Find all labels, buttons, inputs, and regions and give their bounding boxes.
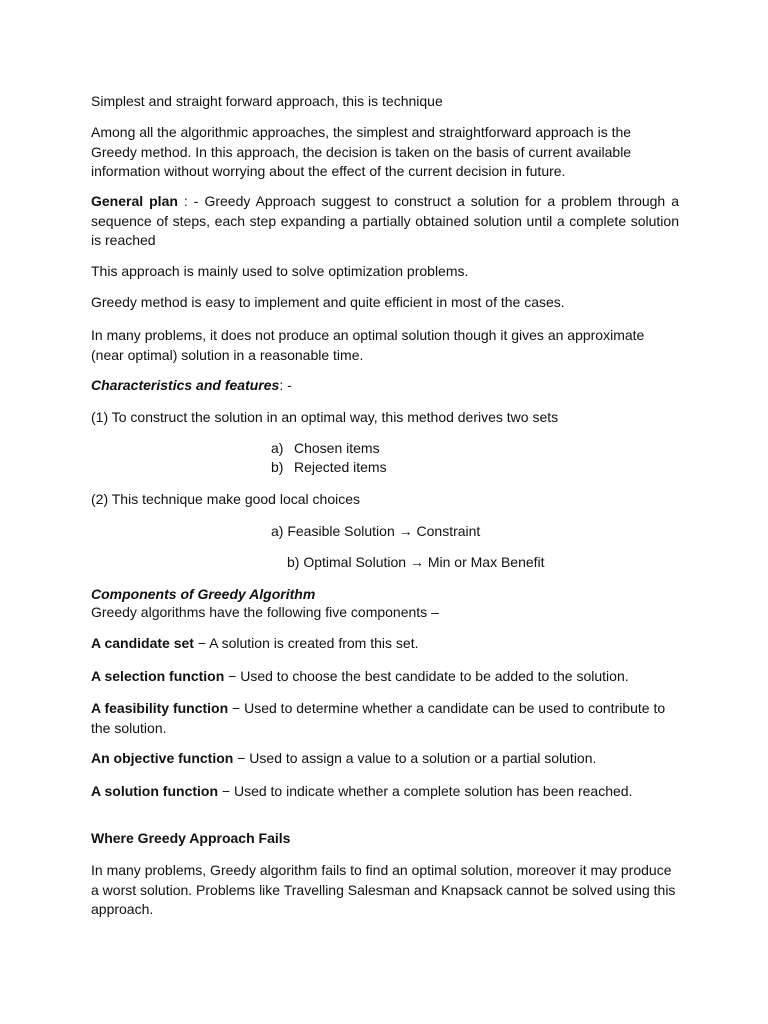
component-desc: − A solution is created from this set. bbox=[193, 635, 419, 651]
list-marker: a) bbox=[271, 440, 284, 456]
component-candidate-set bbox=[91, 634, 679, 654]
list-marker: b) bbox=[271, 459, 284, 475]
characteristics-heading-suffix: : - bbox=[279, 377, 292, 393]
component-term: A selection function bbox=[91, 668, 225, 684]
fails-heading: Where Greedy Approach Fails bbox=[91, 830, 291, 846]
easy-implement-line: Greedy method is easy to implement and quite efficient in most of the cases. bbox=[91, 294, 565, 310]
optimization-line: This approach is mainly used to solve optimization problems. bbox=[91, 263, 469, 279]
characteristics-heading bbox=[91, 376, 679, 396]
characteristics-heading-text: Characteristics and features bbox=[91, 377, 280, 393]
intro-paragraph: Among all the algorithmic approaches, the simplest and straightforward approach is the Greedy method. In this approach, the decision is taken on the basis of current available information without worrying about the effect of the current decision in future. bbox=[91, 124, 632, 179]
fails-paragraph: In many problems, Greedy algorithm fails to find an optimal solution, moreover it may produce a worst solution. Problems like Travelling Salesman and Knapsack cannot be solved using this approach. bbox=[91, 862, 676, 917]
component-desc: − Used to indicate whether a complete solution has been reached. bbox=[218, 783, 633, 799]
component-solution-function bbox=[91, 782, 679, 802]
component-term: A feasibility function bbox=[91, 700, 229, 716]
component-objective-function bbox=[91, 749, 679, 769]
intro-line: Simplest and straight forward approach, this is technique bbox=[91, 93, 443, 109]
list-item-rejected bbox=[271, 458, 387, 478]
components-heading: Components of Greedy Algorithm bbox=[91, 586, 316, 602]
general-plan-label: General plan bbox=[91, 193, 178, 209]
component-desc: − Used to determine whether a candidate can be used to contribute to the solution. bbox=[91, 700, 666, 736]
near-optimal-paragraph: In many problems, it does not produce an optimal solution though it gives an approximate (near optimal) solution in a reasonable time. bbox=[91, 327, 645, 363]
list-item-feasible: a) Feasible Solution → Constraint bbox=[271, 523, 481, 539]
characteristic-point-2: (2) This technique make good local choices bbox=[91, 491, 361, 507]
component-term: A candidate set bbox=[91, 635, 194, 651]
component-feasibility-function bbox=[91, 699, 679, 738]
list-item-text: Chosen items bbox=[294, 440, 380, 456]
component-desc: − Used to assign a value to a solution or a partial solution. bbox=[233, 750, 597, 766]
component-term: An objective function bbox=[91, 750, 234, 766]
component-desc: − Used to choose the best candidate to be added to the solution. bbox=[224, 668, 629, 684]
characteristic-point-1: (1) To construct the solution in an optimal way, this method derives two sets bbox=[91, 409, 559, 425]
list-item-text: Rejected items bbox=[294, 459, 387, 475]
list-item-chosen bbox=[271, 439, 380, 459]
list-item-optimal: b) Optimal Solution → Min or Max Benefit bbox=[287, 554, 545, 570]
component-selection-function bbox=[91, 667, 679, 687]
component-term: A solution function bbox=[91, 783, 219, 799]
general-plan-text: : - Greedy Approach suggest to construct a solution for a problem through a sequence of steps, each step expanding a partially obtained solution until a complete solution is reached bbox=[91, 193, 679, 248]
components-intro: Greedy algorithms have the following five components – bbox=[91, 604, 439, 620]
general-plan-paragraph bbox=[91, 192, 679, 251]
